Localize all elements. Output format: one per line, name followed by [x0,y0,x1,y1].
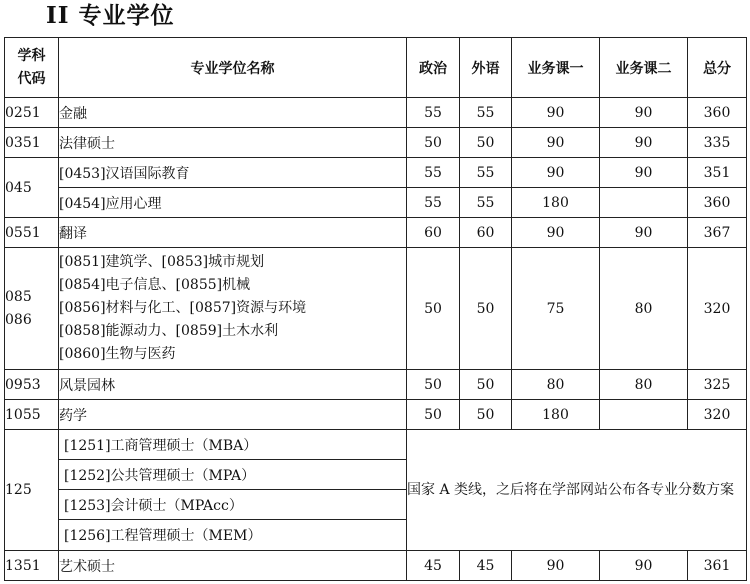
row-code: 1055 [5,400,59,430]
cell-politics: 50 [407,400,460,430]
cell-course2: 90 [600,128,688,158]
cell-course1: 80 [512,370,600,400]
cell-total: 325 [688,370,747,400]
header-foreign: 外语 [460,38,512,98]
major-line: [1252]公共管理硕士（MPA） [59,460,406,490]
major-line: [1251]工商管理硕士（MBA） [59,430,406,460]
cell-course1: 180 [512,400,600,430]
table-row [5,218,747,248]
major-line: [0858]能源动力、[0859]土木水利 [59,323,279,339]
cell-course1: 180 [512,188,600,218]
cell-course1: 90 [512,551,600,581]
cell-politics: 50 [407,370,460,400]
cell-politics: 55 [407,158,460,188]
cell-total: 360 [688,98,747,128]
cell-foreign: 55 [460,158,512,188]
cell-total: 320 [688,248,747,370]
cell-total: 361 [688,551,747,581]
note-cell: 国家 A 类线，之后将在学部网站公布各专业分数方案 [407,430,747,551]
row-code: 1351 [5,551,59,581]
row-code: 0953 [5,370,59,400]
cell-foreign: 50 [460,370,512,400]
cell-course1: 90 [512,128,600,158]
cell-course2: 90 [600,98,688,128]
row-name: 药学 [59,400,407,430]
row-code [5,248,59,370]
major-line: [0860]生物与医药 [59,346,176,362]
cell-course2: 80 [600,370,688,400]
table-row [5,370,747,400]
row-name: 风景园林 [59,370,407,400]
cell-foreign: 55 [460,98,512,128]
row-name: 艺术硕士 [59,551,407,581]
cell-course2: 90 [600,158,688,188]
row-code: 0251 [5,98,59,128]
row-name: [0453]汉语国际教育 [59,158,407,188]
header-course2: 业务课二 [600,38,688,98]
major-line: [0854]电子信息、[0855]机械 [59,277,251,293]
row-code: 0351 [5,128,59,158]
cell-course2: 90 [600,218,688,248]
cell-politics: 50 [407,248,460,370]
cell-course2 [600,188,688,218]
header-row [5,38,747,98]
cell-course1: 75 [512,248,600,370]
row-name: 法律硕士 [59,128,407,158]
table-row [5,188,747,218]
cell-course2: 90 [600,551,688,581]
row-name: [0454]应用心理 [59,188,407,218]
cell-course1: 90 [512,218,600,248]
cell-politics: 45 [407,551,460,581]
major-line: [1256]工程管理硕士（MEM） [64,528,262,544]
cell-course1: 90 [512,158,600,188]
cell-foreign: 50 [460,248,512,370]
header-code: 学科 代码 [5,38,59,98]
cell-politics: 60 [407,218,460,248]
major-line: [0856]材料与化工、[0857]资源与环境 [59,300,307,316]
cell-foreign: 60 [460,218,512,248]
cell-course2: 80 [600,248,688,370]
cell-course2 [600,400,688,430]
cell-foreign: 50 [460,400,512,430]
row-name [59,430,407,551]
table-row [5,128,747,158]
cell-foreign: 45 [460,551,512,581]
code-line: 085 [5,288,32,305]
row-name: 金融 [59,98,407,128]
table-row [5,551,747,581]
header-course1: 业务课一 [512,38,600,98]
cell-foreign: 50 [460,128,512,158]
row-code: 0551 [5,218,59,248]
row-code: 045 [5,158,59,218]
major-line: [1253]会计硕士（MPAcc） [59,490,406,520]
table-row [5,98,747,128]
table-row [5,158,747,188]
cell-politics: 50 [407,128,460,158]
cell-course1: 90 [512,98,600,128]
major-line: [0851]建筑学、[0853]城市规划 [59,254,265,270]
cell-total: 335 [688,128,747,158]
header-politics: 政治 [407,38,460,98]
cell-politics: 55 [407,188,460,218]
cell-total: 320 [688,400,747,430]
section-title: II 专业学位 [46,2,175,29]
row-name: 翻译 [59,218,407,248]
row-code: 125 [5,430,59,551]
cell-total: 351 [688,158,747,188]
code-line: 086 [5,311,32,328]
table-row [5,400,747,430]
row-name [59,248,407,370]
cell-foreign: 55 [460,188,512,218]
header-name: 专业学位名称 [59,38,407,98]
table-row [5,430,747,551]
cell-total: 367 [688,218,747,248]
table-row [5,248,747,370]
cell-politics: 55 [407,98,460,128]
score-table [4,37,747,581]
cell-total: 360 [688,188,747,218]
header-total: 总分 [688,38,747,98]
